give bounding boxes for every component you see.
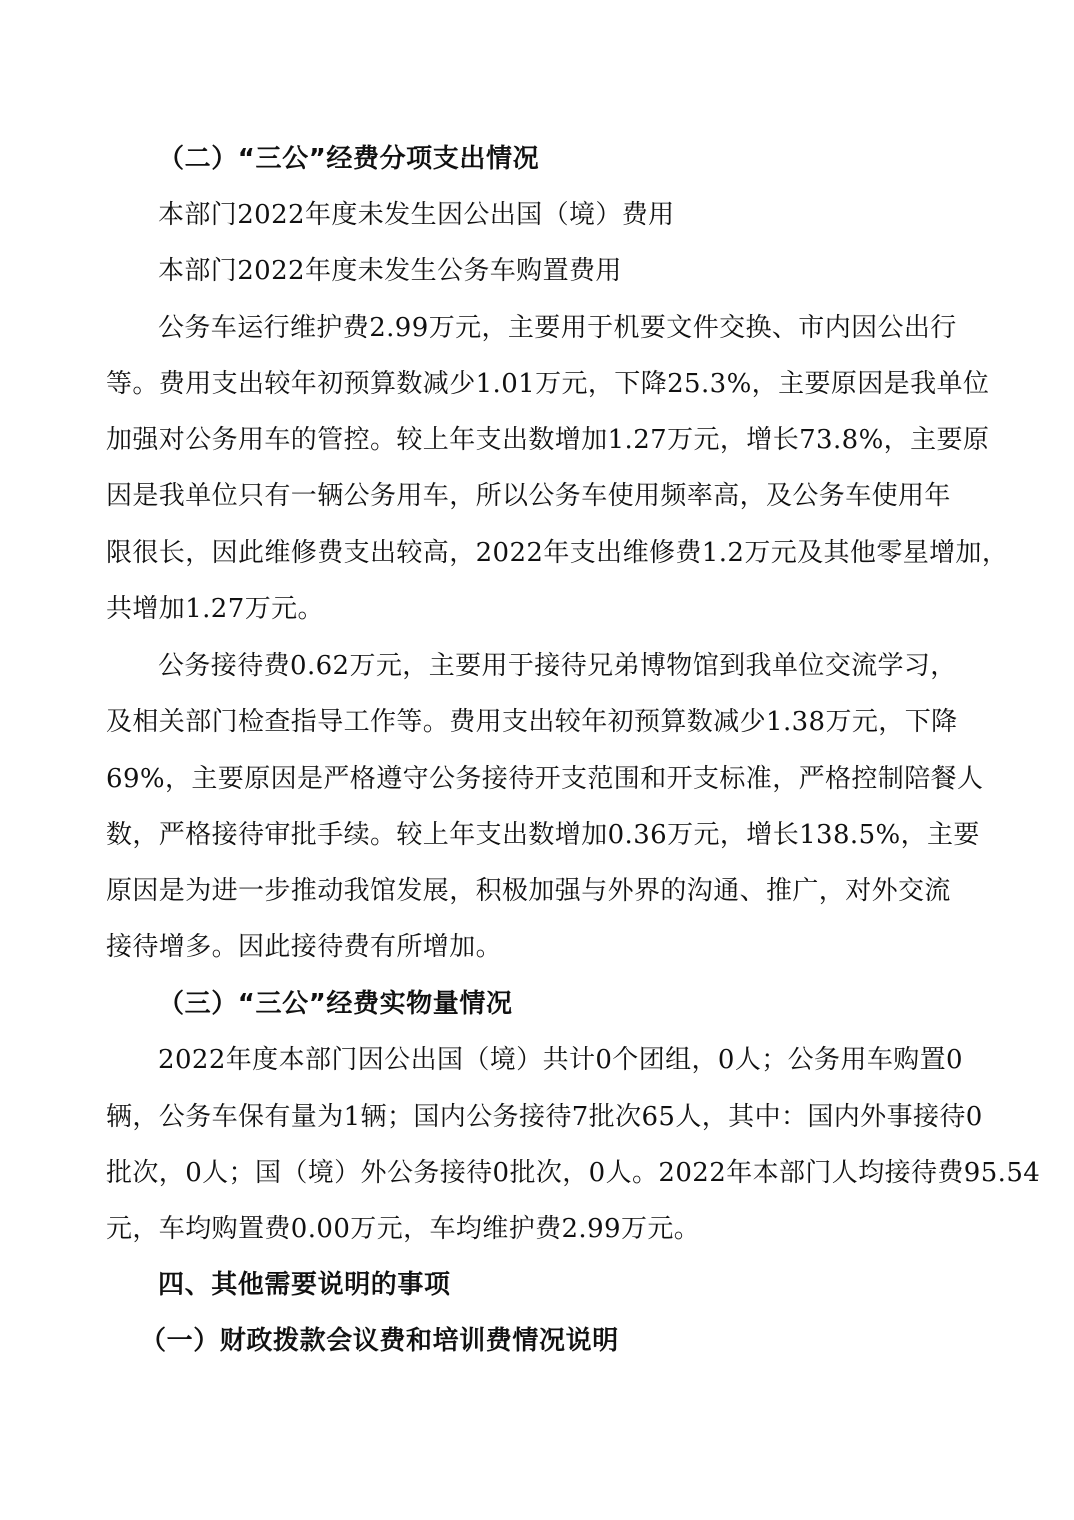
- paragraph-line: 限很长，因此维修费支出较高，2022年支出维修费1.2万元及其他零星增加，: [106, 538, 1009, 568]
- paragraph-line: 2022年度本部门因公出国（境）共计0个团组，0人；公务用车购置0: [158, 1045, 963, 1075]
- section-heading-three-public-breakdown: （二）“三公”经费分项支出情况: [158, 144, 540, 174]
- sub-heading-meeting-training-fees: （一）财政拨款会议费和培训费情况说明: [140, 1326, 619, 1356]
- paragraph-line: 元，车均购置费0.00万元，车均维护费2.99万元。: [106, 1214, 701, 1244]
- paragraph-line: 因是我单位只有一辆公务用车，所以公务车使用频率高，及公务车使用年: [106, 481, 951, 511]
- paragraph-line: 及相关部门检查指导工作等。费用支出较年初预算数减少1.38万元，下降: [106, 707, 958, 737]
- paragraph-line: 本部门2022年度未发生公务车购置费用: [158, 256, 622, 286]
- paragraph-line: 辆，公务车保有量为1辆；国内公务接待7批次65人，其中：国内外事接待0: [106, 1102, 983, 1132]
- paragraph-line: 数，严格接待审批手续。较上年支出数增加0.36万元，增长138.5%，主要: [106, 820, 980, 850]
- paragraph-line: 接待增多。因此接待费有所增加。: [106, 932, 503, 962]
- paragraph-line: 原因是为进一步推动我馆发展，积极加强与外界的沟通、推广，对外交流: [106, 876, 951, 906]
- paragraph-line: 本部门2022年度未发生因公出国（境）费用: [158, 200, 675, 230]
- paragraph-line: 公务车运行维护费2.99万元，主要用于机要文件交换、市内因公出行: [158, 313, 957, 343]
- section-heading-three-public-physical: （三）“三公”经费实物量情况: [158, 989, 513, 1019]
- paragraph-line: 批次，0人；国（境）外公务接待0批次，0人。2022年本部门人均接待费95.54: [106, 1158, 1041, 1188]
- paragraph-line: 公务接待费0.62万元，主要用于接待兄弟博物馆到我单位交流学习，: [158, 651, 957, 681]
- paragraph-line: 加强对公务用车的管控。较上年支出数增加1.27万元，增长73.8%，主要原: [106, 425, 990, 455]
- section-heading-other-matters: 四、其他需要说明的事项: [158, 1270, 451, 1300]
- paragraph-line: 共增加1.27万元。: [106, 594, 324, 624]
- paragraph-line: 69%，主要原因是严格遵守公务接待开支范围和开支标准，严格控制陪餐人: [106, 764, 984, 794]
- paragraph-line: 等。费用支出较年初预算数减少1.01万元，下降25.3%，主要原因是我单位: [106, 369, 990, 399]
